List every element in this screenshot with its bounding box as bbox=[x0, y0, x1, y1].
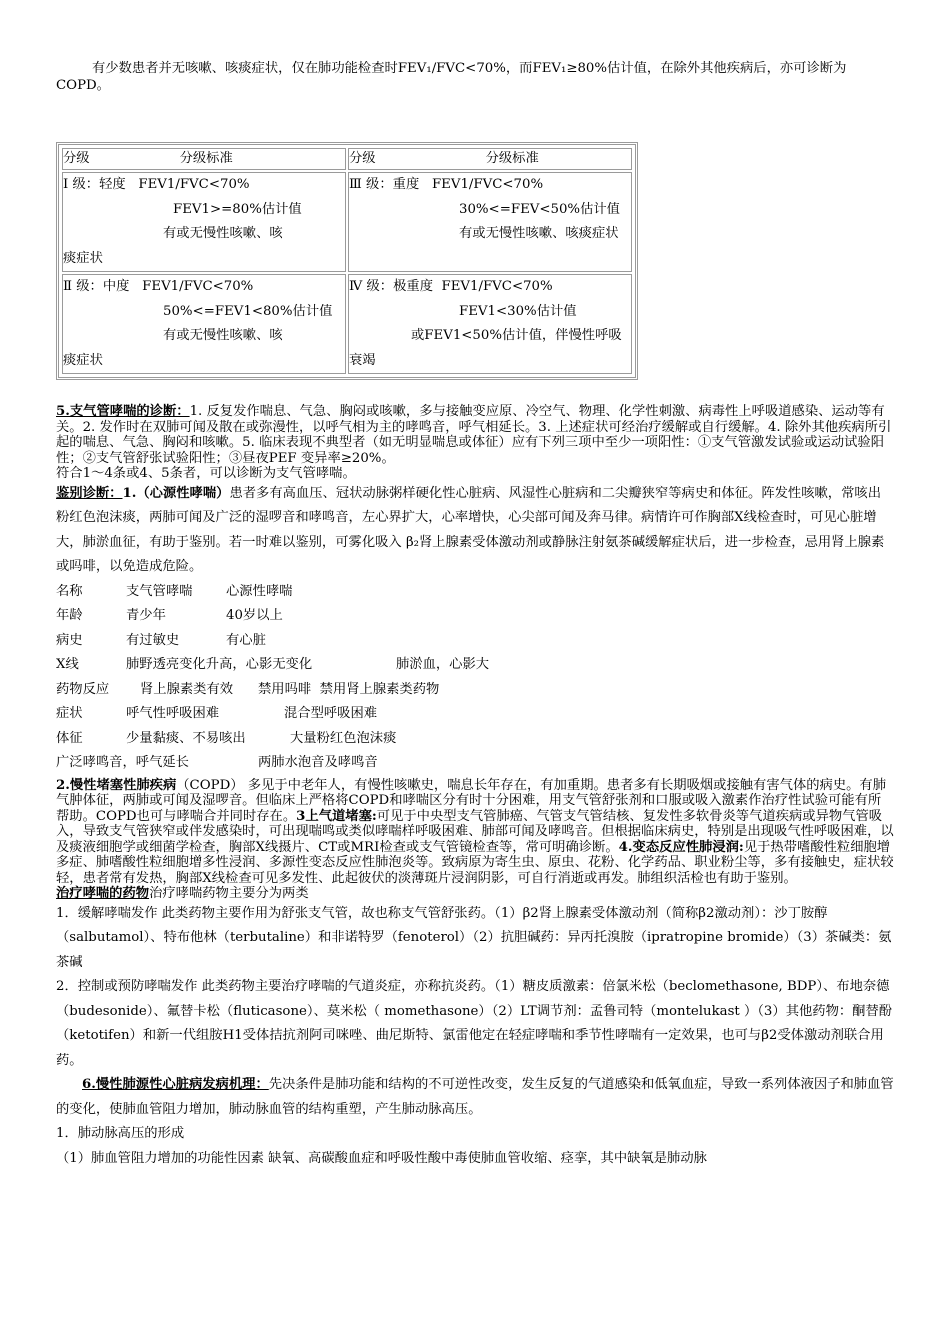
comparison-asthma: 肾上腺素类有效 bbox=[140, 681, 234, 697]
comparison-label: 体征 bbox=[56, 730, 83, 746]
comparison-cardiac: 肺淤血，心影大 bbox=[396, 657, 490, 672]
comparison-label: 广泛哮鸣音，呼气延长 bbox=[56, 755, 189, 770]
allergic-infiltration-heading: 4.变态反应性肺浸润: bbox=[618, 839, 744, 855]
comparison-asthma: 肺野透亮变化升高，心影无变化 bbox=[126, 657, 313, 672]
asthma-diagnosis-heading: 5.支气管哮喘的诊断： bbox=[56, 404, 190, 419]
comparison-label: X线 bbox=[56, 657, 79, 672]
table-header: 分级标准 bbox=[485, 151, 539, 166]
pulmonary-hypertension-heading: 1．肺动脉高压的形成 bbox=[56, 1126, 185, 1141]
comparison-asthma: 呼气性呼吸困难 bbox=[126, 706, 220, 721]
grade-2-cell bbox=[62, 274, 346, 374]
grade-name: Ⅱ 级：中度 bbox=[63, 279, 130, 294]
copd-intro-paragraph: 有少数患者并无咳嗽、咳痰症状，仅在肺功能检查时FEV₁/FVC<70%，而FEV₁≥80%估计值，在除外其他疾病后，亦可诊断为COPD。 bbox=[56, 61, 847, 93]
comparison-row bbox=[56, 702, 894, 727]
comparison-label: 年龄 bbox=[56, 608, 83, 623]
copd-differential-paragraph bbox=[56, 778, 894, 887]
allergic-infiltration-body: 见于热带嗜酸性粒细胞增多症、肺嗜酸性粒细胞增多性浸润、多源性变态反应性肺泡炎等。致病原为寄生虫、原虫、花粉、化学药品、职业粉尘等，多有接触史，症状较轻，患者常有发热，胸部X线检查可见多发性、此起彼伏的淡薄斑片浸润阴影，可自行消逝或再发。肺组织活检也有助于鉴别。 bbox=[56, 839, 894, 886]
copd-heading: 2.慢性堵塞性肺疾病 bbox=[56, 777, 177, 793]
cardiac-asthma-heading: 1.（心源性哮喘） bbox=[122, 485, 230, 501]
grade-criterion: 有或无慢性咳嗽、咳 bbox=[163, 328, 283, 343]
table-header-row-right bbox=[348, 148, 632, 170]
upper-airway-body: 可见于中央型支气管肺癌、气管支气管结核、复发性多软骨炎等气道疾病或异物气管吸入，导致支气管狭窄或伴发感染时，可出现喘鸣或类似哮喘样呼吸困难、肺部可闻及哮鸣音。但根据临床病史，特别是出现吸气性呼吸困难，以及痰液细胞学或细菌学检查，胸部X线摄片、CT或MRI检查或支气管镜检查等，常可明确诊断。 bbox=[56, 808, 894, 855]
comparison-cardiac: 40岁以上 bbox=[226, 608, 283, 623]
upper-airway-heading: 3上气道堵塞: bbox=[296, 808, 377, 824]
comparison-cardiac: 心源性哮喘 bbox=[226, 583, 293, 599]
differential-diagnosis-paragraph bbox=[56, 482, 894, 580]
table-header: 分级标准 bbox=[179, 151, 233, 166]
table-header: 分级 bbox=[63, 151, 90, 166]
cor-pulmonale-body: 先决条件是肺功能和结构的不可逆性改变，发生反复的气道感染和低氧血症，导致一系列体液因子和肺血管的变化，使肺血管阻力增加，肺动脉血管的结构重塑，产生肺动脉高压。 bbox=[56, 1077, 894, 1117]
comparison-row bbox=[56, 653, 894, 678]
differential-heading: 鉴别诊断： bbox=[56, 485, 123, 501]
grade-name: Ⅳ 级：极重度 bbox=[349, 279, 433, 294]
asthma-diagnosis-paragraph bbox=[56, 404, 894, 466]
grade-name: Ⅲ 级：重度 bbox=[349, 177, 420, 192]
comparison-asthma: 有过敏史 bbox=[126, 632, 180, 648]
grade-criterion: 痰症状 bbox=[63, 250, 103, 266]
cor-pulmonale-heading: 6.慢性肺源性心脏病发病机理： bbox=[82, 1077, 269, 1092]
comparison-asthma: 支气管哮喘 bbox=[126, 583, 193, 599]
pulmonary-hypertension-paragraph: （1）肺血管阻力增加的功能性因素 缺氧、高碳酸血症和呼吸性酸中毒使肺血管收缩、痉挛，其中缺氧是肺动脉 bbox=[56, 1150, 707, 1166]
cardiac-asthma-body: 患者多有高血压、冠状动脉粥样硬化性心脏病、风湿性心脏病和二尖瓣狭窄等病史和体征。阵发性咳嗽，常咳出粉红色泡沫痰，两肺可闻及广泛的湿啰音和哮鸣音，左心界扩大，心率增快，心尖部可闻及奔马律。病情许可作胸部X线检查时，可见心脏增大，肺淤血征，有助于鉴别。若一时难以鉴别，可雾化吸入 β₂肾上腺素受体激动剂或静脉注射氨茶碱缓解症状后，进一步检查，忌用肾上腺素或吗啡，以免造成危险。 bbox=[56, 485, 885, 574]
comparison-row bbox=[56, 751, 894, 776]
comparison-cardiac: 大量粉红色泡沫痰 bbox=[290, 730, 397, 746]
comparison-cardiac: 禁用吗啡 禁用肾上腺素类药物 bbox=[258, 681, 440, 697]
comparison-cardiac: 混合型呼吸困难 bbox=[284, 706, 378, 721]
comparison-label: 症状 bbox=[56, 706, 83, 721]
grade-criterion: 痰症状 bbox=[63, 352, 103, 368]
comparison-cardiac: 有心脏 bbox=[226, 632, 266, 648]
grade-4-cell bbox=[348, 274, 632, 374]
grade-criterion: 有或无慢性咳嗽、咳 bbox=[163, 226, 283, 241]
control-drugs-paragraph: 2．控制或预防哮喘发作 此类药物主要治疗哮喘的气道炎症，亦称抗炎药。（1）糖皮质激素：倍氯米松（beclomethasone, BDP）、布地奈德（budesonide）、氟替卡松（fluticasone）、莫米松（ momethasone）（2）LT调节剂：孟鲁司特（montelukast ）（3）其他药物：酮替酚（ketotifen）和新一代组胺H1受体拮抗剂阿司咪唑、曲尼斯特、氯雷他定在轻症哮喘和季节性哮喘有一定效果，也可与β2受体激动剂联合用药。 bbox=[56, 979, 893, 1068]
grade-criterion: 衰竭 bbox=[349, 352, 376, 368]
table-header: 分级 bbox=[349, 151, 376, 166]
grade-criterion: FEV1/FVC<70% bbox=[441, 279, 553, 294]
comparison-cardiac: 两肺水泡音及哮鸣音 bbox=[258, 755, 378, 770]
grade-criterion: 有或无慢性咳嗽、咳痰症状 bbox=[459, 226, 619, 241]
asthma-diagnosis-summary: 符合1～4条或4、5条者，可以诊断为支气管哮喘。 bbox=[56, 466, 356, 481]
grade-criterion: FEV1/FVC<70% bbox=[138, 177, 250, 192]
comparison-row bbox=[56, 629, 894, 654]
grade-criterion: 30%<=FEV<50%估计值 bbox=[459, 201, 620, 217]
asthma-diagnosis-body: 1. 反复发作喘息、气急、胸闷或咳嗽，多与接触变应原、冷空气、物理、化学性刺激、病毒性上呼吸道感染、运动等有关。2. 发作时在双肺可闻及散在或弥漫性，以呼气相为主的哮鸣音，呼气相延长。3. 上述症状可经治疗缓解或自行缓解。4. 除外其他疾病所引起的喘息、气急、胸闷和咳嗽。5. 临床表现不典型者（如无明显喘息或体征）应有下列三项中至少一项阳性：①支气管激发试验或运动试验阳性；②支气管舒张试验阳性；③昼夜PEF 变异率≥20%。 bbox=[56, 404, 892, 466]
document-page bbox=[56, 60, 894, 1171]
cor-pulmonale-paragraph bbox=[56, 1073, 894, 1122]
asthma-drugs-heading-line bbox=[56, 886, 894, 902]
comparison-asthma: 少量黏痰、不易咳出 bbox=[126, 730, 246, 746]
copd-grade-table bbox=[56, 142, 638, 380]
relief-drugs-paragraph: 1．缓解哮喘发作 此类药物主要作用为舒张支气管，故也称支气管舒张药。（1）β2肾上腺素受体激动剂（简称β2激动剂）：沙丁胺醇（salbutamol）、特布他林（terbutaline）和非诺特罗（fenoterol）（2）抗胆碱药：异丙托溴胺（ipratropine bromide）（3）茶碱类：氨茶碱 bbox=[56, 905, 892, 970]
comparison-row bbox=[56, 580, 894, 605]
grade-criterion: 50%<=FEV1<80%估计值 bbox=[163, 303, 333, 319]
grade-name: Ⅰ 级：轻度 bbox=[63, 177, 126, 192]
comparison-asthma: 青少年 bbox=[126, 608, 166, 623]
comparison-row bbox=[56, 678, 894, 703]
comparison-list bbox=[56, 580, 894, 776]
comparison-label: 病史 bbox=[56, 632, 83, 648]
asthma-drugs-heading: 治疗哮喘的药物 bbox=[56, 886, 150, 901]
grade-criterion: 或FEV1<50%估计值，伴慢性呼吸 bbox=[411, 328, 622, 343]
grade-3-cell bbox=[348, 172, 632, 272]
copd-body: （COPD） 多见于中老年人，有慢性咳嗽史，喘息长年存在，有加重期。患者多有长期吸烟或接触有害气体的病史。有肺气肿体征，两肺或可闻及湿啰音。但临床上严格将COPD和哮喘区分有时十分困难，用支气管舒张剂和口服或吸入激素作治疗性试验可能有所帮助。COPD也可与哮喘合并同时存在。 bbox=[56, 777, 887, 824]
grade-criterion: FEV1/FVC<70% bbox=[142, 279, 254, 294]
grade-1-cell bbox=[62, 172, 346, 272]
comparison-row bbox=[56, 727, 894, 752]
grade-criterion: FEV1<30%估计值 bbox=[459, 303, 577, 319]
comparison-row bbox=[56, 604, 894, 629]
grade-criterion: FEV1/FVC<70% bbox=[431, 177, 544, 192]
comparison-label: 名称 bbox=[56, 583, 83, 599]
comparison-label: 药物反应 bbox=[56, 681, 110, 697]
grade-criterion: FEV1>=80%估计值 bbox=[173, 201, 302, 217]
asthma-drugs-intro: 治疗哮喘药物主要分为两类 bbox=[149, 886, 309, 901]
table-header-row-left bbox=[62, 148, 346, 170]
